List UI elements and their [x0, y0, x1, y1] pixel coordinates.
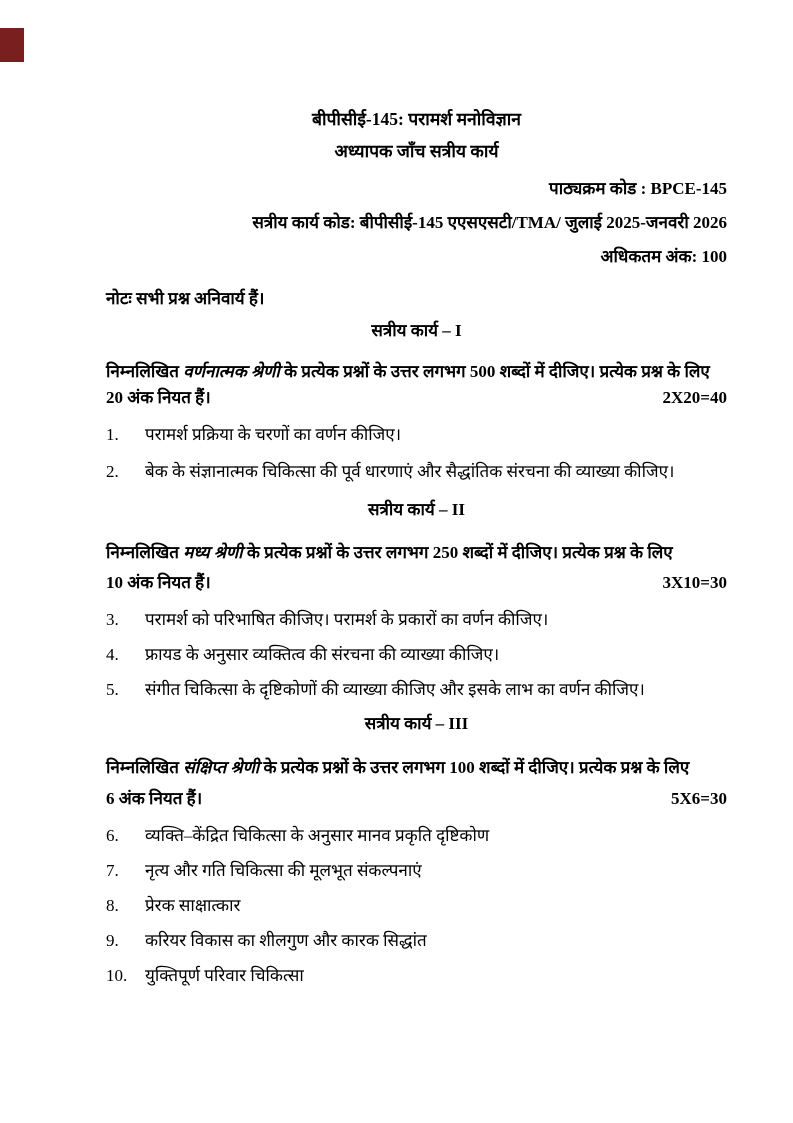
assignment-code-line: सत्रीय कार्य कोड: बीपीसीई-145 एएसएसटी/TMA/ जुलाई 2025-जनवरी 2026 [252, 213, 727, 232]
question-text: प्रेरक साक्षात्कार [145, 896, 241, 915]
document-subtitle: अध्यापक जाँच सत्रीय कार्य [334, 141, 499, 161]
instruction-marks-row [106, 568, 727, 598]
instruction-suffix: के प्रत्येक प्रश्नों के उत्तर लगभग 250 शब्दों में दीजिए। प्रत्येक प्रश्न के लिए [242, 543, 673, 562]
course-code-line: पाठ्यक्रम कोड : BPCE-145 [549, 179, 727, 198]
question-number: 8. [106, 896, 119, 915]
instruction-category: वर्णनात्मक श्रेणी [183, 362, 280, 381]
section-1-instruction [106, 359, 727, 411]
marks-scheme: 5X6=30 [671, 789, 727, 808]
section-heading-2: सत्रीय कार्य – II [368, 500, 465, 519]
question-row [106, 677, 727, 703]
section-3-instruction [106, 752, 727, 814]
marks-scheme: 3X10=30 [662, 573, 727, 592]
instruction-line2: 10 अंक नियत हैं। [106, 573, 211, 592]
question-text: संगीत चिकित्सा के दृष्टिकोणों की व्याख्या कीजिए और इसके लाभ का वर्णन कीजिए। [145, 680, 645, 699]
instruction-suffix: के प्रत्येक प्रश्नों के उत्तर लगभग 100 शब्दों में दीजिए। प्रत्येक प्रश्न के लिए [259, 758, 690, 777]
question-number: 1. [106, 425, 119, 444]
instruction-line2: 6 अंक नियत हैं। [106, 789, 203, 808]
question-number: 9. [106, 931, 119, 950]
question-row [106, 642, 727, 668]
page-content [106, 106, 727, 989]
question-row [106, 893, 727, 919]
question-number: 10. [106, 966, 128, 985]
question-text: परामर्श को परिभाषित कीजिए। परामर्श के प्रकारों का वर्णन कीजिए। [145, 610, 549, 629]
question-row [106, 858, 727, 884]
question-row [106, 459, 727, 485]
question-text: करियर विकास का शीलगुण और कारक सिद्धांत [145, 931, 427, 950]
question-row [106, 422, 727, 448]
instruction-line2: 20 अंक नियत हैं। [106, 388, 211, 407]
section-2-instruction [106, 538, 727, 598]
question-row [106, 823, 727, 849]
question-text: नृत्य और गति चिकित्सा की मूलभूत संकल्पनाएं [145, 861, 422, 880]
note-line: नोटः सभी प्रश्न अनिवार्य हैं। [106, 289, 265, 308]
instruction-prefix: निम्नलिखित [106, 758, 184, 777]
section-2-questions [106, 607, 727, 703]
question-number: 4. [106, 645, 119, 664]
document-title: बीपीसीई-145: परामर्श मनोविज्ञान [311, 109, 522, 129]
instruction-prefix: निम्नलिखित [106, 362, 184, 381]
question-text: परामर्श प्रक्रिया के चरणों का वर्णन कीजिए। [145, 425, 402, 444]
question-number: 3. [106, 610, 119, 629]
question-number: 7. [106, 861, 119, 880]
question-text: फ्रायड के अनुसार व्यक्तित्व की संरचना की व्याख्या कीजिए। [145, 645, 500, 664]
scan-artifact-mark [0, 28, 24, 62]
question-text: बेक के संज्ञानात्मक चिकित्सा की पूर्व धारणाएं और सैद्धांतिक संरचना की व्याख्या कीजिए। [145, 462, 675, 481]
section-3-questions [106, 823, 727, 989]
instruction-prefix: निम्नलिखित [106, 543, 184, 562]
instruction-category: संक्षिप्त श्रेणी [183, 758, 260, 777]
instruction-category: मध्य श्रेणी [183, 543, 243, 562]
instruction-suffix: के प्रत्येक प्रश्नों के उत्तर लगभग 500 शब्दों में दीजिए। प्रत्येक प्रश्न के लिए [279, 362, 710, 381]
question-row [106, 928, 727, 954]
section-1-questions [106, 422, 727, 485]
question-number: 2. [106, 462, 119, 481]
question-row [106, 607, 727, 633]
question-number: 6. [106, 826, 119, 845]
section-heading-3: सत्रीय कार्य – III [364, 714, 469, 733]
question-text: व्यक्ति–केंद्रित चिकित्सा के अनुसार मानव प्रकृति दृष्टिकोण [145, 826, 490, 845]
instruction-marks-row [106, 783, 727, 814]
question-text: युक्तिपूर्ण परिवार चिकित्सा [145, 966, 304, 985]
marks-scheme: 2X20=40 [662, 388, 727, 407]
max-marks-line: अधिकतम अंक: 100 [600, 247, 727, 266]
question-row [106, 963, 727, 989]
instruction-marks-row [106, 385, 727, 411]
section-heading-1: सत्रीय कार्य – I [371, 321, 462, 340]
question-number: 5. [106, 680, 119, 699]
